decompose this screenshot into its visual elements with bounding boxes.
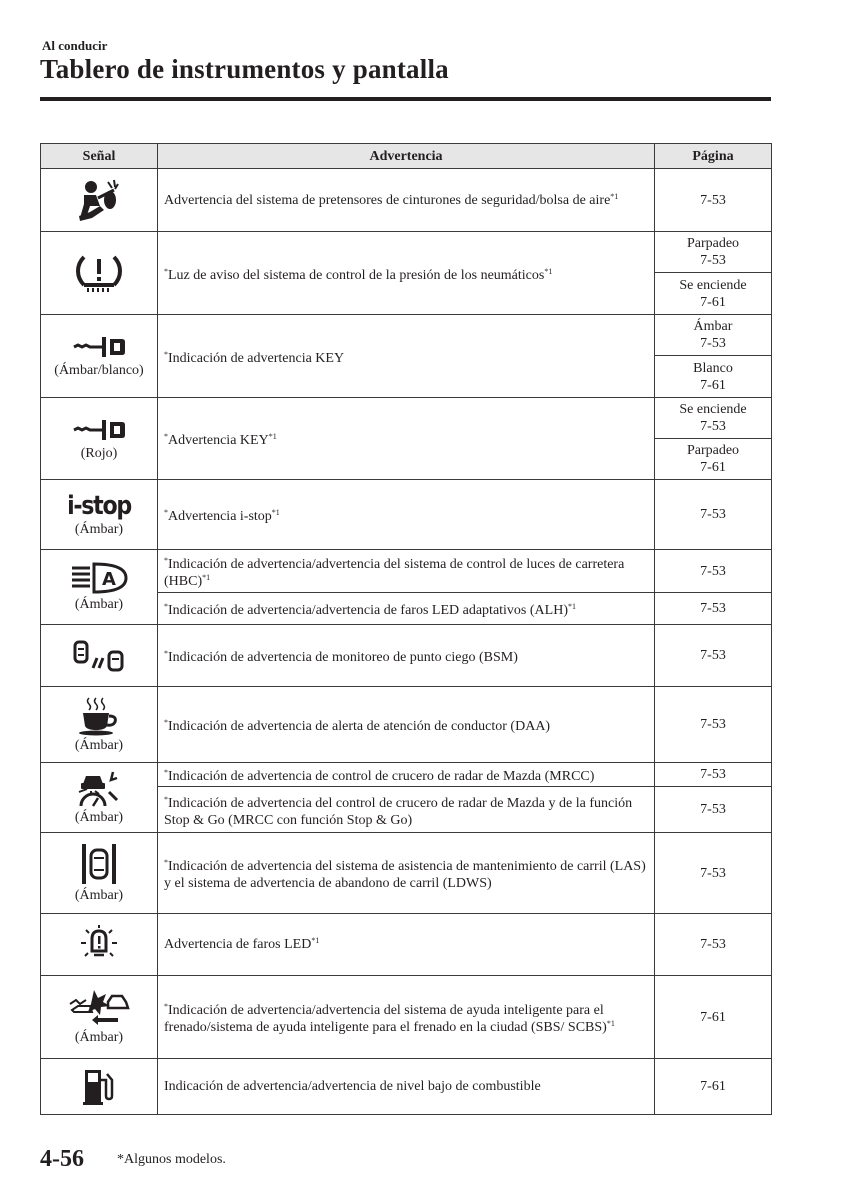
table-row [41, 315, 772, 356]
warning-cell: Advertencia del sistema de pretensores de cinturones de seguridad/bolsa de aire$^{*1}$ [158, 169, 655, 232]
page-cell: 7-53 [655, 625, 772, 687]
signal-cell [41, 833, 158, 914]
table-row [41, 398, 772, 439]
lane-keep-icon [79, 842, 119, 886]
header-signal: Señal [41, 144, 158, 169]
title-rule [40, 97, 771, 101]
table-header-row [41, 144, 772, 169]
tire-pressure-icon [74, 253, 124, 293]
signal-cell [41, 1059, 158, 1115]
warning-cell: *Indicación de advertencia KEY [158, 315, 655, 398]
signal-cell [41, 480, 158, 550]
signal-cell [41, 687, 158, 763]
coffee-cup-icon [77, 696, 121, 736]
page-cell: Se enciende 7-61 [655, 273, 772, 315]
page-cell: Se enciende 7-53 [655, 398, 772, 439]
warning-cell: *Indicación de advertencia del sistema de asistencia de mantenimiento de carril (LAS) y el sistema de advertencia de abandono de carril (LDWS) [158, 833, 655, 914]
page-cell: 7-53 [655, 169, 772, 232]
signal-cell [41, 315, 158, 398]
page-cell: 7-61 [655, 1059, 772, 1115]
table-row [41, 480, 772, 550]
key-icon [72, 333, 126, 361]
page-title: Tablero de instrumentos y pantalla [40, 54, 449, 84]
signal-color-label: (Ámbar/blanco) [54, 363, 144, 378]
smart-brake-support-icon [68, 988, 130, 1028]
warning-cell: *Indicación de advertencia del control de crucero de radar de Mazda y de la función Stop & Go (MRCC con función Stop & Go) [158, 787, 655, 833]
signal-cell [41, 976, 158, 1059]
page-cell: 7-53 [655, 787, 772, 833]
header-warning: Advertencia [158, 144, 655, 169]
warning-cell: Advertencia de faros LED$^{*1}$ [158, 914, 655, 976]
warning-cell: Indicación de advertencia/advertencia de nivel bajo de combustible [158, 1059, 655, 1115]
page-cell: 7-61 [655, 976, 772, 1059]
airbag-seatbelt-pretensioner-icon [76, 178, 122, 222]
warning-cell: *Indicación de advertencia de monitoreo de punto ciego (BSM) [158, 625, 655, 687]
signal-color-label: (Ámbar) [74, 737, 124, 753]
warning-table [40, 143, 772, 1115]
table-row [41, 914, 772, 976]
section-label: Al conducir [42, 38, 108, 53]
warning-cell: *Advertencia KEY$^{*1}$ [158, 398, 655, 480]
i-stop-icon: i-stop [67, 490, 131, 521]
auto-high-beam-icon [70, 561, 128, 595]
table-row [41, 763, 772, 787]
signal-color-label: (Ámbar) [74, 809, 124, 825]
page-cell: Parpadeo 7-61 [655, 439, 772, 480]
page-cell: 7-53 [655, 550, 772, 593]
table-row [41, 687, 772, 763]
led-headlight-icon [77, 925, 121, 965]
table-row [41, 625, 772, 687]
table-row [41, 976, 772, 1059]
signal-color-label: (Rojo) [80, 445, 118, 461]
footnote: *Algunos modelos. [117, 1152, 226, 1167]
page-cell: 7-53 [655, 833, 772, 914]
warning-cell: *Indicación de advertencia/advertencia del sistema de control de luces de carretera (HBC)$^{*1}$ [158, 550, 655, 593]
warning-cell: *Indicación de advertencia de alerta de atención de conductor (DAA) [158, 687, 655, 763]
fuel-pump-icon [81, 1068, 117, 1106]
warning-cell: *Indicación de advertencia de control de crucero de radar de Mazda (MRCC) [158, 763, 655, 787]
svg-text:A: A [102, 569, 116, 590]
warning-cell: *Indicación de advertencia/advertencia de faros LED adaptativos (ALH)$^{*1}$ [158, 593, 655, 625]
warning-cell: *Luz de aviso del sistema de control de la presión de los neumáticos$^{*1}$ [158, 232, 655, 315]
page-cell: 7-53 [655, 687, 772, 763]
warning-cell: *Advertencia i-stop$^{*1}$ [158, 480, 655, 550]
radar-cruise-icon [77, 770, 121, 808]
signal-cell [41, 914, 158, 976]
blind-spot-monitoring-icon [71, 640, 127, 672]
page-cell: Ámbar 7-53 [655, 315, 772, 356]
page-number: 4-56 [40, 1146, 84, 1172]
header-page: Página [655, 144, 772, 169]
page-cell: Parpadeo 7-53 [655, 232, 772, 273]
signal-cell [41, 625, 158, 687]
table-row [41, 833, 772, 914]
signal-cell [41, 232, 158, 315]
signal-cell [41, 763, 158, 833]
page-cell: 7-53 [655, 763, 772, 787]
page-cell: Blanco 7-61 [655, 356, 772, 398]
page-cell: 7-53 [655, 480, 772, 550]
signal-cell [41, 398, 158, 480]
warning-cell: *Indicación de advertencia/advertencia del sistema de ayuda inteligente para el frenado/sistema de ayuda inteligente para el frenado en la ciudad (SBS/ SCBS)$^{*1}$ [158, 976, 655, 1059]
table-row [41, 1059, 772, 1115]
signal-color-label: (Ámbar) [74, 521, 124, 537]
signal-color-label: (Ámbar) [74, 1030, 124, 1045]
page-cell: 7-53 [655, 593, 772, 625]
page-cell: 7-53 [655, 914, 772, 976]
signal-cell [41, 550, 158, 625]
key-icon [72, 416, 126, 444]
signal-cell [41, 169, 158, 232]
signal-color-label: (Ámbar) [74, 597, 124, 612]
signal-color-label: (Ámbar) [74, 888, 124, 903]
table-row [41, 232, 772, 273]
table-row [41, 550, 772, 593]
table-row [41, 169, 772, 232]
